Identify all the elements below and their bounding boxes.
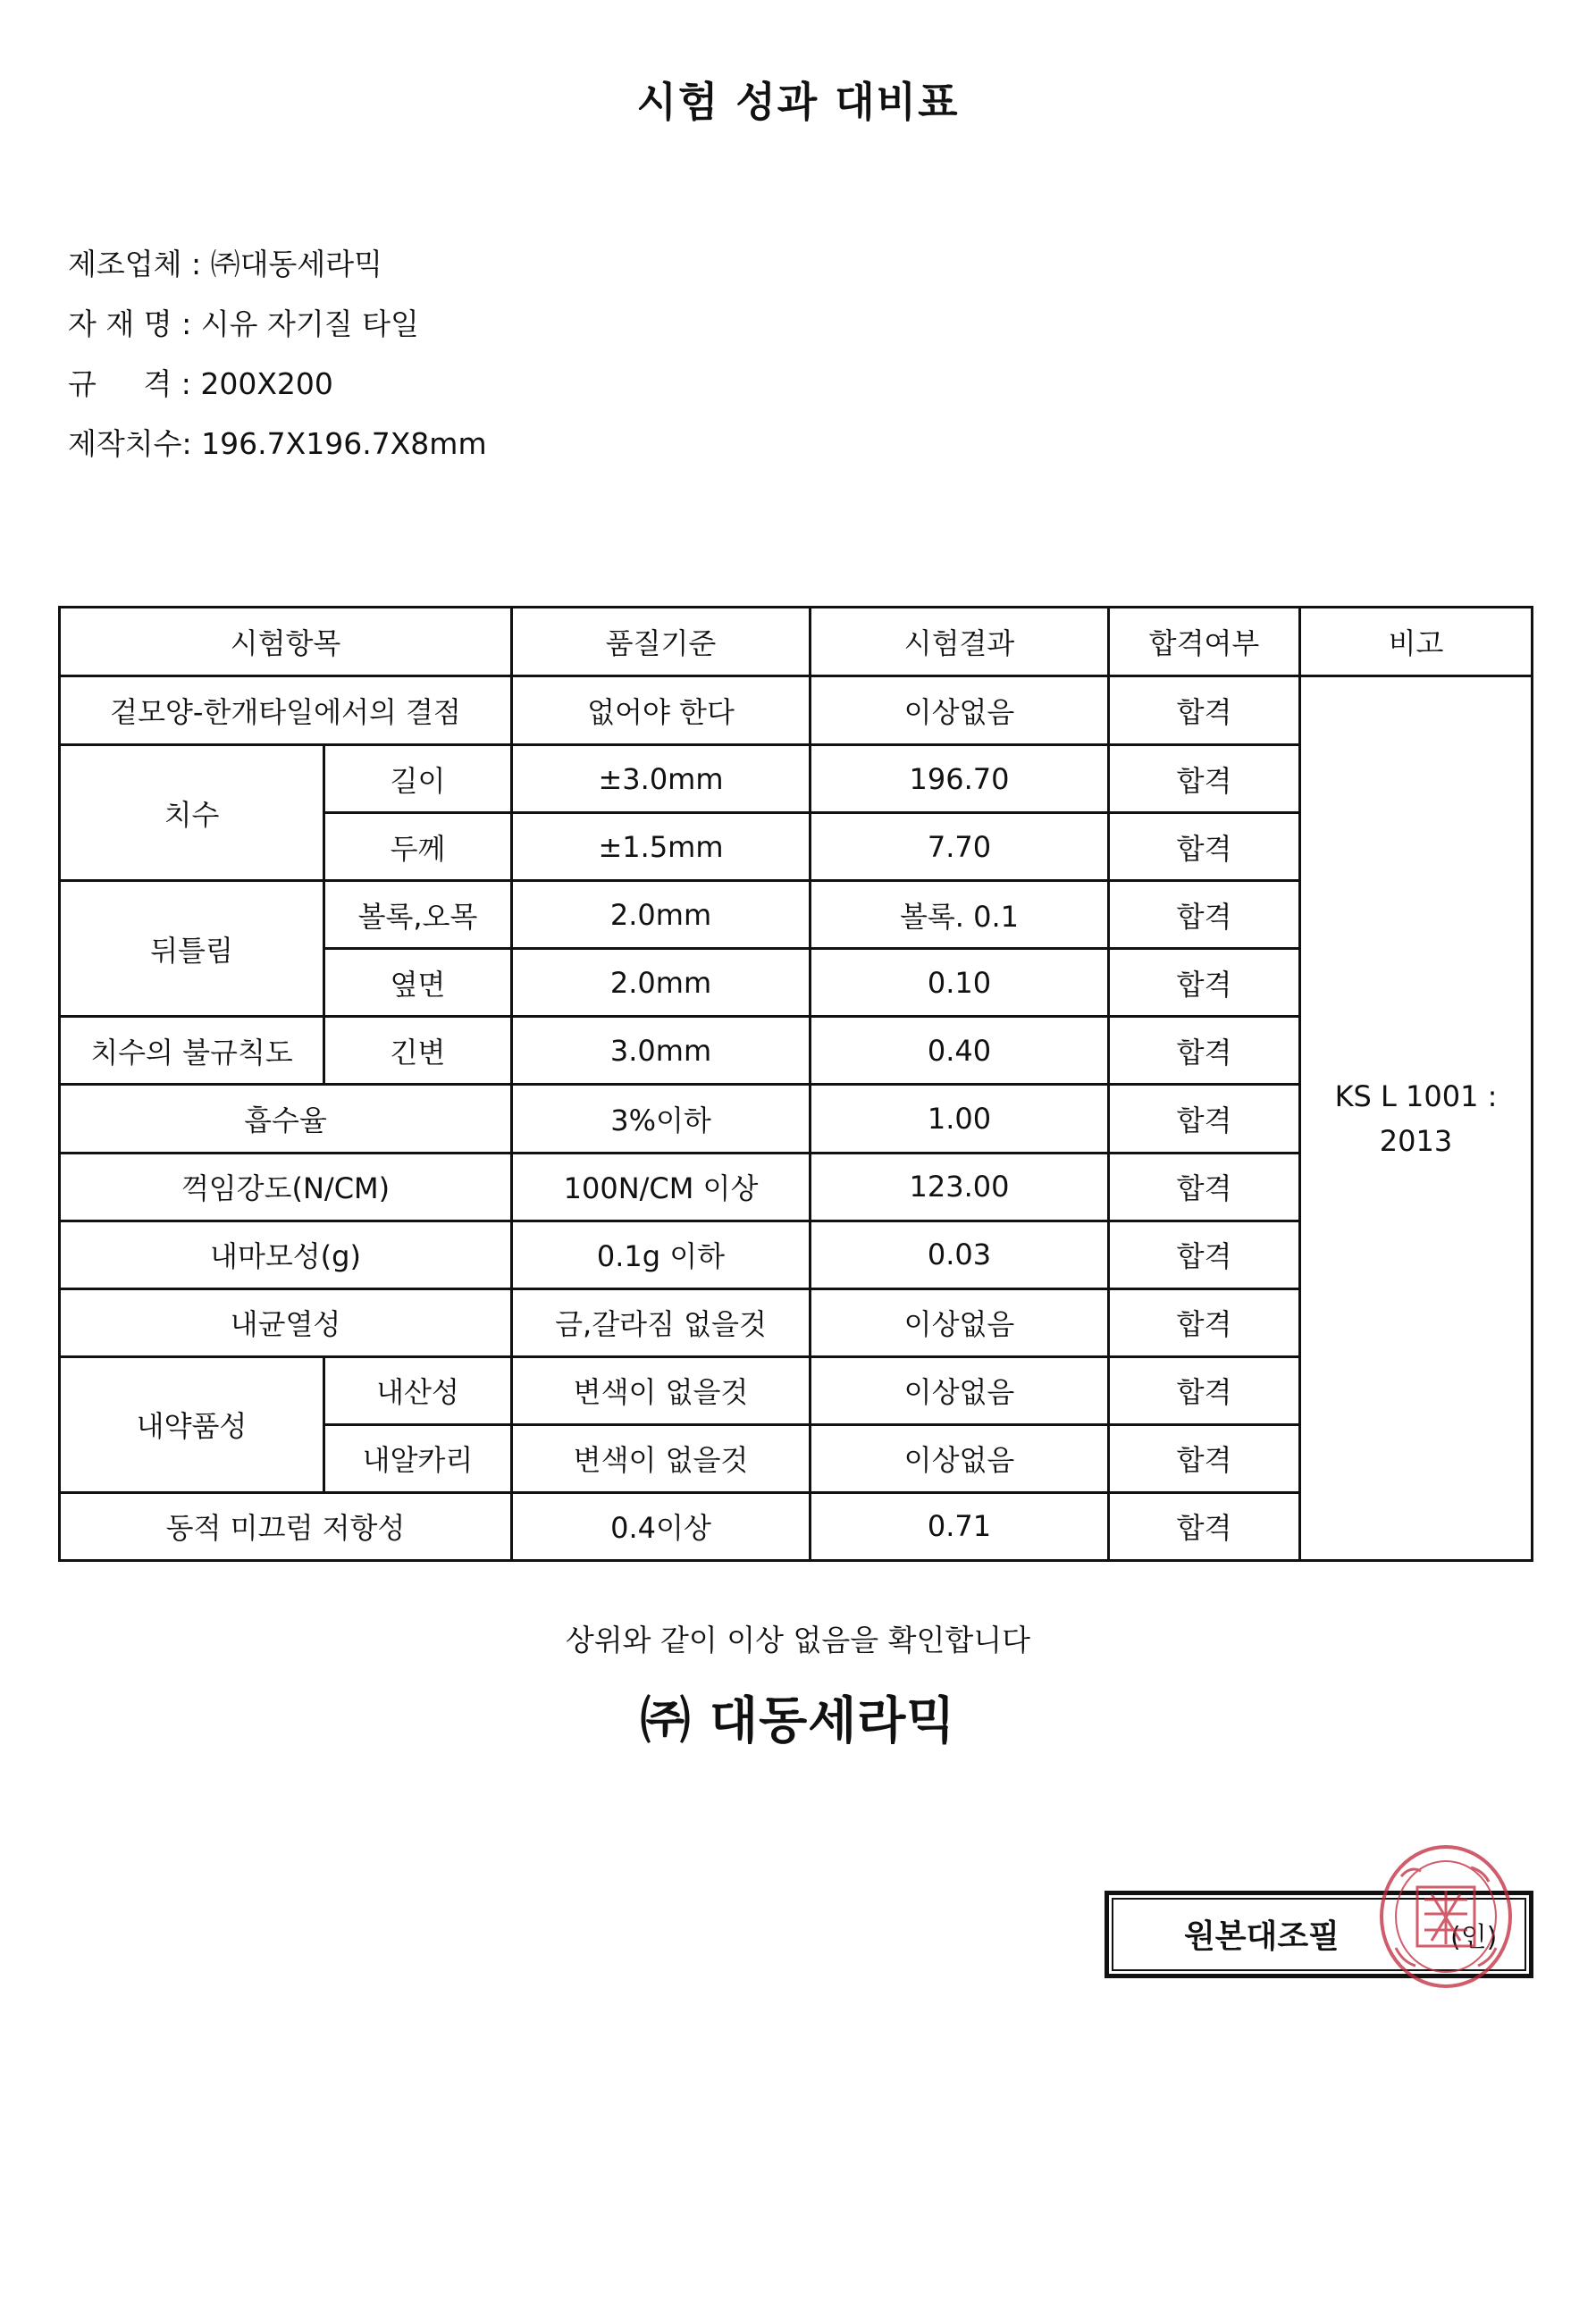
cell-pass: 합격 xyxy=(1109,1017,1300,1085)
info-row-spec xyxy=(68,363,487,423)
cell-pass: 합격 xyxy=(1109,813,1300,881)
cell-item: 내마모성(g) xyxy=(60,1221,512,1288)
cell-standard: ±1.5mm xyxy=(512,813,811,881)
cell-pass: 합격 xyxy=(1109,676,1300,745)
info-value: 196.7X196.7X8mm xyxy=(201,426,487,461)
cell-standard: 3.0mm xyxy=(512,1017,811,1085)
cell-result: 1.00 xyxy=(811,1085,1109,1153)
info-label: 제조업체 : xyxy=(68,247,202,281)
table-header-row xyxy=(60,608,1533,676)
cell-standard: 2.0mm xyxy=(512,881,811,949)
cell-standard: 변색이 없을것 xyxy=(512,1356,811,1424)
cell-standard: 100N/CM 이상 xyxy=(512,1153,811,1221)
header-item: 시험항목 xyxy=(60,608,512,676)
cell-sub: 긴변 xyxy=(324,1017,512,1085)
header-pass: 합격여부 xyxy=(1109,608,1300,676)
cell-sub: 길이 xyxy=(324,745,512,813)
cell-sub: 두께 xyxy=(324,813,512,881)
cell-group: 치수의 불규칙도 xyxy=(60,1017,324,1085)
cell-result: 이상없음 xyxy=(811,676,1109,745)
cell-result: 볼록. 0.1 xyxy=(811,881,1109,949)
certified-copy-label: 원본대조필 xyxy=(1184,1918,1340,1955)
cell-sub: 옆면 xyxy=(324,949,512,1017)
cell-item: 동적 미끄럼 저항성 xyxy=(60,1492,512,1560)
cell-group: 내약품성 xyxy=(60,1356,324,1492)
cell-pass: 합격 xyxy=(1109,881,1300,949)
cell-standard: 0.1g 이하 xyxy=(512,1221,811,1288)
company-name: ㈜ 대동세라믹 xyxy=(640,1692,956,1750)
cell-standard: 3%이하 xyxy=(512,1085,811,1153)
info-value: 시유 자기질 타일 xyxy=(200,306,419,341)
info-label: 규 격 : xyxy=(68,366,191,401)
cell-pass: 합격 xyxy=(1109,745,1300,813)
document-title: 시험 성과 대비표 xyxy=(636,78,960,126)
cell-result: 123.00 xyxy=(811,1153,1109,1221)
seal-stamp-icon xyxy=(1374,1841,1517,1993)
cell-pass: 합격 xyxy=(1109,949,1300,1017)
cell-standard: 변색이 없을것 xyxy=(512,1424,811,1492)
cell-result: 0.71 xyxy=(811,1492,1109,1560)
cell-standard: 2.0mm xyxy=(512,949,811,1017)
cell-result: 196.70 xyxy=(811,745,1109,813)
cell-sub: 내산성 xyxy=(324,1356,512,1424)
cell-pass: 합격 xyxy=(1109,1085,1300,1153)
cell-group: 치수 xyxy=(60,745,324,881)
cell-item: 겉모양-한개타일에서의 결점 xyxy=(60,676,512,745)
cell-pass: 합격 xyxy=(1109,1424,1300,1492)
cell-pass: 합격 xyxy=(1109,1288,1300,1356)
cell-item: 내균열성 xyxy=(60,1288,512,1356)
info-row-manufacturer xyxy=(68,243,487,303)
cell-remark-standard-ref: KS L 1001 : 2013 xyxy=(1300,676,1533,1561)
cell-item: 꺽임강도(N/CM) xyxy=(60,1153,512,1221)
cell-result: 0.03 xyxy=(811,1221,1109,1288)
cell-standard: ±3.0mm xyxy=(512,745,811,813)
cell-sub: 내알카리 xyxy=(324,1424,512,1492)
cell-item: 흡수율 xyxy=(60,1085,512,1153)
cell-pass: 합격 xyxy=(1109,1221,1300,1288)
seal-mark-text: (인) xyxy=(1450,1922,1498,1953)
header-remark: 비고 xyxy=(1300,608,1533,676)
info-label: 자 재 명 : xyxy=(68,306,192,341)
cell-group: 뒤틀림 xyxy=(60,881,324,1017)
cell-standard: 금,갈라짐 없을것 xyxy=(512,1288,811,1356)
info-value: ㈜대동세라믹 xyxy=(210,247,383,281)
test-results-table xyxy=(58,606,1533,1562)
info-row-actual-size xyxy=(68,423,487,482)
cell-pass: 합격 xyxy=(1109,1356,1300,1424)
cell-result: 0.10 xyxy=(811,949,1109,1017)
cell-result: 7.70 xyxy=(811,813,1109,881)
table-row xyxy=(60,676,1533,745)
cell-pass: 합격 xyxy=(1109,1492,1300,1560)
cell-result: 이상없음 xyxy=(811,1288,1109,1356)
info-row-material xyxy=(68,303,487,363)
header-result: 시험결과 xyxy=(811,608,1109,676)
cell-standard: 0.4이상 xyxy=(512,1492,811,1560)
info-label: 제작치수: xyxy=(68,426,192,461)
cell-standard: 없어야 한다 xyxy=(512,676,811,745)
product-info xyxy=(68,243,487,482)
confirmation-text: 상위와 같이 이상 없음을 확인합니다 xyxy=(565,1623,1031,1657)
info-value: 200X200 xyxy=(200,366,333,401)
cell-sub: 볼록,오목 xyxy=(324,881,512,949)
cell-result: 0.40 xyxy=(811,1017,1109,1085)
header-standard: 품질기준 xyxy=(512,608,811,676)
cell-result: 이상없음 xyxy=(811,1424,1109,1492)
cell-pass: 합격 xyxy=(1109,1153,1300,1221)
cell-result: 이상없음 xyxy=(811,1356,1109,1424)
